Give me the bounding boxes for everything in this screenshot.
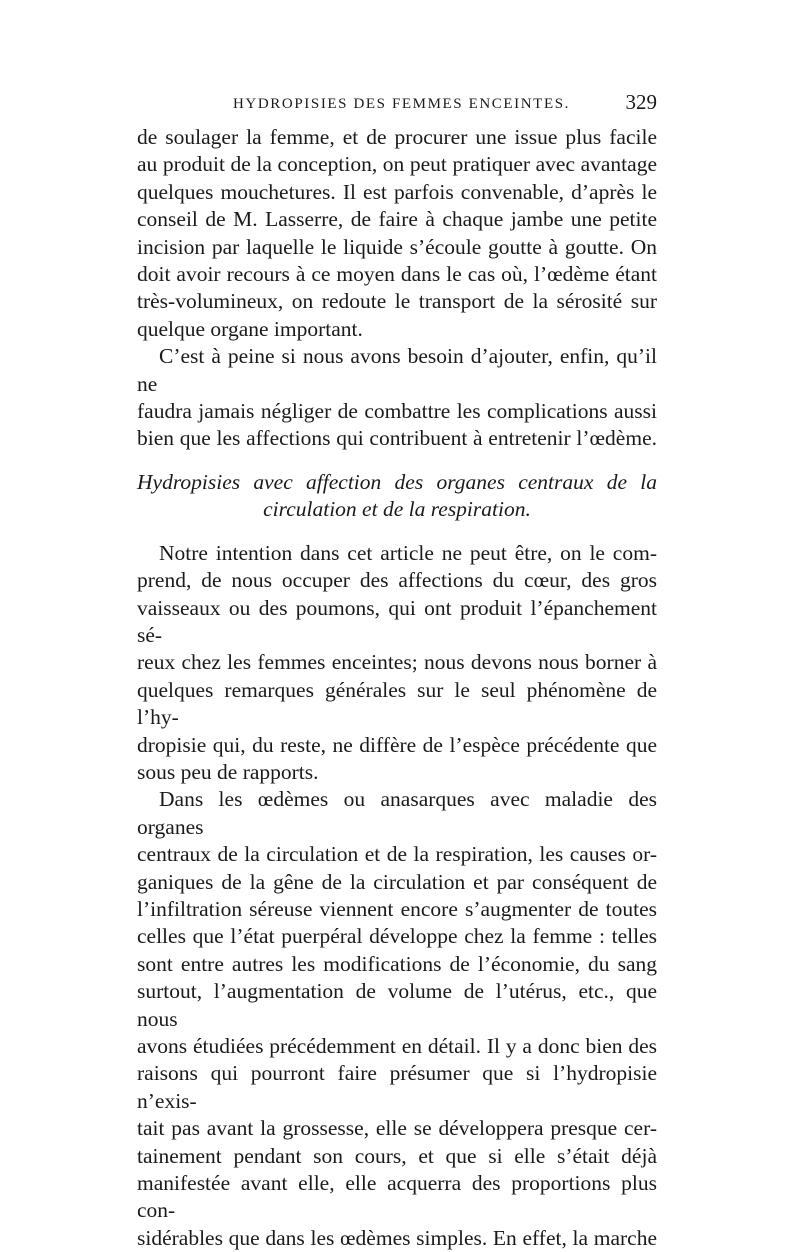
page-number: 329 xyxy=(625,90,657,114)
text-line: l’infiltration séreuse viennent encore s’augmenter de toutes xyxy=(137,896,657,921)
text-line: de soulager la femme, et de procurer une issue plus facile xyxy=(137,125,657,149)
running-head xyxy=(137,92,657,120)
text-line: ganiques de la gêne de la circulation et par conséquent de xyxy=(137,869,657,894)
text-line: sont entre autres les modifications de l’économie, du sang xyxy=(137,951,657,976)
section-heading-line: circulation et de la respiration. xyxy=(263,497,531,522)
text-line: vaisseaux ou des poumons, qui ont produit l’épanchement sé- xyxy=(137,595,657,647)
text-line: reux chez les femmes enceintes; nous devons nous borner à xyxy=(137,650,657,675)
text-line: conseil de M. Lasserre, de faire à chaque jambe une petite xyxy=(137,207,657,232)
paragraph-continuation xyxy=(137,124,657,343)
running-title: HYDROPISIES DES FEMMES ENCEINTES. xyxy=(233,96,570,112)
text-line: doit avoir recours à ce moyen dans le cas où, l’œdème étant xyxy=(137,262,657,287)
text-line: tait pas avant la grossesse, elle se développera presque cer- xyxy=(137,1116,657,1141)
text-line: Dans les œdèmes ou anasarques avec maladie des organes xyxy=(137,787,657,839)
text-line: très-volumineux, on redoute le transport de la sérosité sur xyxy=(137,289,657,314)
section-heading xyxy=(137,469,657,524)
section-heading-line: Hydropisies avec affection des organes centraux de la xyxy=(137,469,657,494)
text-line: raisons qui pourront faire présumer que si l’hydropisie n’exis- xyxy=(137,1061,657,1113)
text-line: quelques remarques générales sur le seul phénomène de l’hy- xyxy=(137,677,657,730)
paragraph xyxy=(137,540,657,787)
text-line: sous peu de rapports. xyxy=(137,759,319,784)
text-line: quelques mouchetures. Il est parfois convenable, d’après le xyxy=(137,179,657,204)
text-line: centraux de la circulation et de la respiration, les causes or- xyxy=(137,842,657,867)
paragraph xyxy=(137,786,657,1252)
text-line: faudra jamais négliger de combattre les complications aussi xyxy=(137,399,657,424)
text-line: incision par laquelle le liquide s’écoule goutte à goutte. On xyxy=(137,234,657,259)
text-line: bien que les affections qui contribuent à entretenir l’œdème. xyxy=(137,426,657,451)
text-line: manifestée avant elle, elle acquerra des proportions plus con- xyxy=(137,1171,657,1223)
text-line: Notre intention dans cet article ne peut être, on le com- xyxy=(159,540,657,565)
text-line: tainement pendant son cours, et que si elle s’était déjà xyxy=(137,1143,657,1168)
text-line: prend, de nous occuper des affections du cœur, des gros xyxy=(137,568,657,593)
text-line: dropisie qui, du reste, ne diffère de l’espèce précédente que xyxy=(137,732,657,757)
paragraph xyxy=(137,343,657,453)
text-line: surtout, l’augmentation de volume de l’utérus, etc., que nous xyxy=(137,979,657,1031)
text-line: quelque organe important. xyxy=(137,316,363,341)
text-line: avons étudiées précédemment en détail. Il y a donc bien des xyxy=(137,1034,657,1058)
text-line: au produit de la conception, on peut pratiquer avec avantage xyxy=(137,152,657,177)
text-line: celles que l’état puerpéral développe chez la femme : telles xyxy=(137,924,657,949)
book-page xyxy=(137,92,657,1252)
text-line: sidérables que dans les œdèmes simples. En effet, la marche xyxy=(137,1225,657,1250)
text-line: C’est à peine si nous avons besoin d’ajouter, enfin, qu’il ne xyxy=(137,344,657,396)
